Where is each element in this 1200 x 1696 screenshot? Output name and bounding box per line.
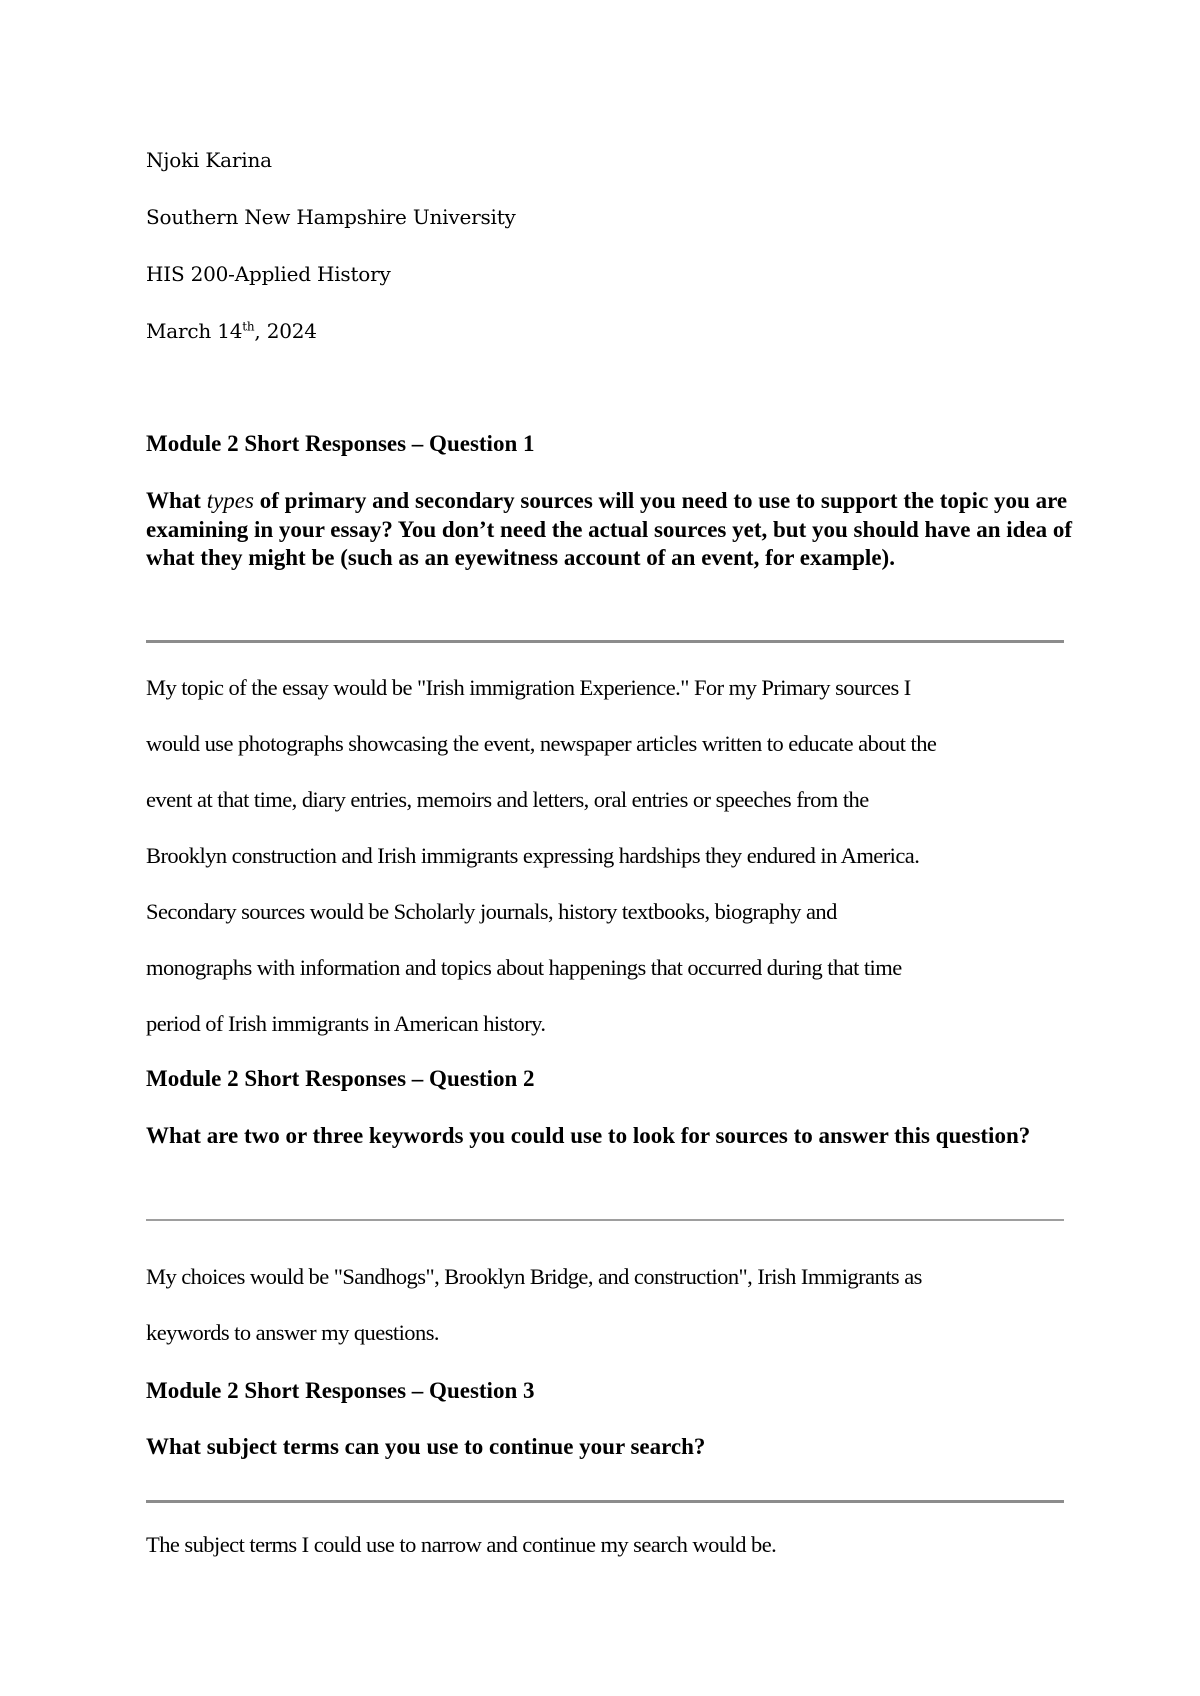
university-name: Southern New Hampshire University [146,205,516,229]
answer-1-line: monographs with information and topics about happenings that occurred during that time [146,955,902,980]
course-name: HIS 200-Applied History [146,262,391,286]
date-prefix: March 14 [146,319,243,343]
author-name: Njoki Karina [146,148,272,172]
answer-1-line: Secondary sources would be Scholarly journals, history textbooks, biography and [146,899,837,924]
answer-1-line: would use photographs showcasing the event, newspaper articles written to educate about the [146,731,937,756]
answer-1-line: period of Irish immigrants in American history. [146,1011,546,1036]
answer-1-line: Brooklyn construction and Irish immigrants expressing hardships they endured in America. [146,843,920,868]
answer-1-line: event at that time, diary entries, memoirs and letters, oral entries or speeches from the [146,787,869,812]
answer-2-line: My choices would be "Sandhogs", Brooklyn Bridge, and construction", Irish Immigrants as [146,1264,922,1289]
answer-3-line: The subject terms I could use to narrow and continue my search would be. [146,1532,777,1557]
question-1-heading: Module 2 Short Responses – Question 1 [146,431,535,456]
question-2-heading: Module 2 Short Responses – Question 2 [146,1066,535,1091]
document-date [146,319,317,343]
question-3-prompt: What subject terms can you use to continue your search? [146,1434,706,1459]
question-1-prompt-start: What [146,488,207,513]
question-1-prompt-emphasis: types [206,488,254,513]
date-superscript: th [242,319,255,334]
divider-rule-1 [146,640,1064,643]
answer-2-line: keywords to answer my questions. [146,1320,439,1345]
question-1-prompt [146,487,1086,573]
question-3-heading: Module 2 Short Responses – Question 3 [146,1378,535,1403]
question-2-prompt: What are two or three keywords you could use to look for sources to answer this question? [146,1123,1031,1148]
answer-1-line: My topic of the essay would be "Irish immigration Experience." For my Primary sources I [146,675,911,700]
divider-rule-3 [146,1500,1064,1503]
divider-rule-2 [146,1219,1064,1221]
question-1-prompt-rest: of primary and secondary sources will you need to use to support the topic you are examining in your essay? You don’t need the actual sources yet, but you should have an idea of what they might be (such as an eyewitness account of an event, for example). [146,488,1073,570]
date-suffix: , 2024 [254,319,317,343]
